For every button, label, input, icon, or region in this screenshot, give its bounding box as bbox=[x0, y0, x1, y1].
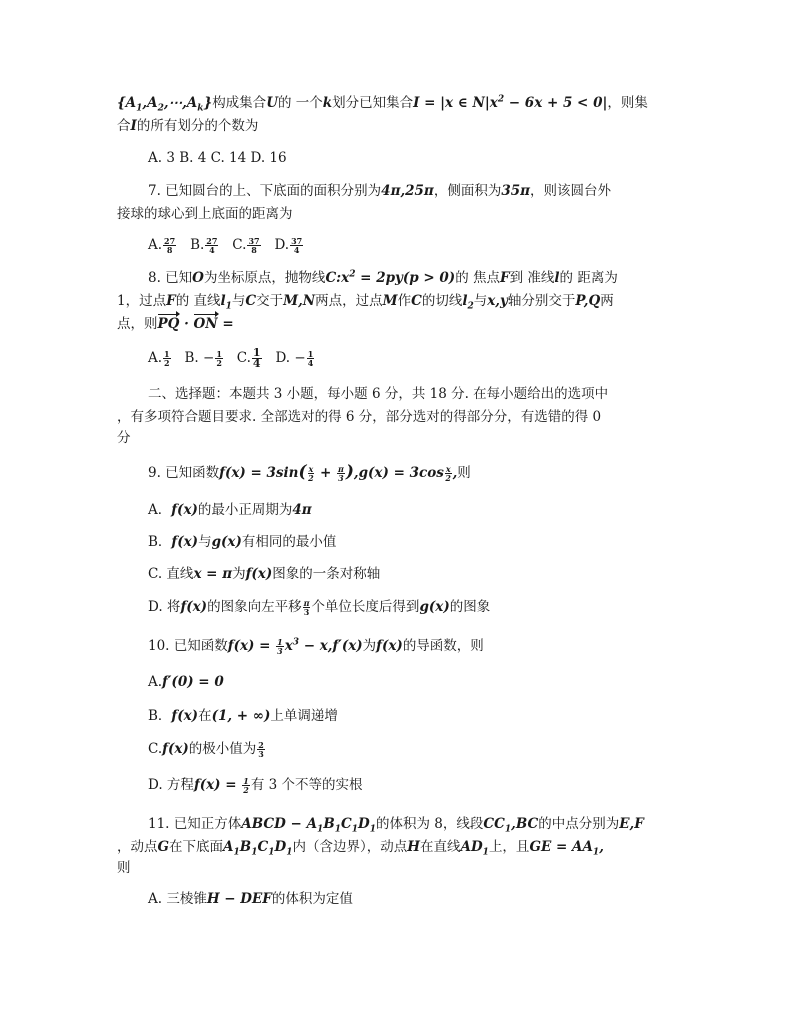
intro-line-1: $\{A_1,A_2,\cdots,A_k\}$构成集合U的 一个k划分已知集合I = |x ∈ $N|x^2 - 6x + 5 < 0|$，则集 bbox=[117, 94, 648, 114]
q7-option-b: B. $\frac{27}{4}$ bbox=[190, 236, 218, 255]
math-partition-set: $\{A_1,A_2,\cdots,A_k\}$ bbox=[117, 95, 213, 114]
q11-option-a: A. 三棱锥H − DEF的体积为定值 bbox=[148, 891, 353, 907]
q9-option-c: C. 直线x = π为f(x)图象的一条对称轴 bbox=[148, 566, 381, 582]
q10-option-d: D. 方程f(x) = $\frac{1}{2}$ 有 3 个不等的实根 bbox=[148, 776, 363, 795]
q7-stem-2: 接球的球心到上底面的距离为 bbox=[117, 206, 293, 222]
q8-options bbox=[148, 348, 315, 369]
section-2-line-1: 二、选择题：本题共 3 小题，每小题 6 分，共 18 分. 在每小题给出的选项中 bbox=[148, 386, 609, 402]
intro-options: A. 3 B. 4 C. 14 D. 16 bbox=[148, 150, 287, 166]
q8-stem-2: 1，过点F的 直线$l_1$与C交于M,N两点，过点M作C的切线$l_2$与x,y轴分别交于P,Q两 bbox=[117, 293, 614, 312]
q8-stem-1: 8. 已知O为坐标原点，抛物线$C:x^2 = 2py(p > 0)$的 焦点F到 准线l的 距离为 bbox=[148, 269, 618, 286]
math-set-I: I = |x ∈ $N|x^2 - 6x + 5 < 0|$ bbox=[413, 94, 608, 111]
q8-stem-3: 点，则PQ · ON = bbox=[117, 316, 234, 332]
q8-option-b: B. − $\frac{1}{2}$ bbox=[184, 349, 222, 368]
q11-stem-2: ，动点G在下底面$A_1B_1C_1D_1$内（含边界），动点H在直线$AD_1$上，且GE = $AA_1$, bbox=[117, 839, 604, 858]
q8-option-d: D. − $\frac{1}{4}$ bbox=[275, 349, 314, 368]
q10-stem: 10. 已知函数f(x) = $\frac{1}{3}$ $x^3 - x,f'(x)$为f(x)的导函数，则 bbox=[148, 637, 484, 656]
q8-option-c: C. $\frac{1}{4}$ bbox=[236, 346, 261, 370]
q10-option-a: A.f′(0) = 0 bbox=[148, 674, 224, 690]
q7-option-c: C. $\frac{37}{8}$ bbox=[232, 236, 260, 255]
q9-stem: 9. 已知函数f(x) = 3sin( $\frac{x}{2}$ + $\frac{\pi}{3}$ ),g(x) = 3cos $\frac{x}{2}$ ,则 bbox=[148, 462, 471, 483]
q10-option-b: B．f(x)在(1, + ∞)上单调递增 bbox=[148, 708, 338, 724]
q7-options bbox=[148, 236, 304, 254]
section-2-line-3: 分 bbox=[117, 430, 131, 446]
q11-stem-3: 则 bbox=[117, 860, 131, 876]
q7-option-a: A. $\frac{27}{8}$ bbox=[148, 236, 176, 255]
q7-stem-1: 7. 已知圆台的上、下底面的面积分别为4π,25π，侧面积为35π，则该圆台外 bbox=[148, 183, 611, 199]
q9-option-d: D. 将f(x)的图象向左平移 $\frac{\pi}{3}$ 个单位长度后得到g(x)的图象 bbox=[148, 598, 491, 617]
q9-option-b: B．f(x)与g(x)有相同的最小值 bbox=[148, 534, 337, 550]
q11-stem-1: 11. 已知正方体ABCD − $A_1B_1C_1D_1$的体积为 8，线段$CC_1,BC$的中点分别为E,F bbox=[148, 816, 644, 835]
q9-option-a: A．f(x)的最小正周期为4π bbox=[148, 502, 312, 518]
q10-option-c: C.f(x)的极小值为 $\frac{2}{3}$ bbox=[148, 740, 264, 759]
section-2-line-2: ，有多项符合题目要求. 全部选对的得 6 分，部分选对的得部分分，有选错的得 0 bbox=[117, 409, 602, 425]
intro-line-2: 合I的所有划分的个数为 bbox=[117, 118, 259, 134]
q8-option-a: A. $\frac{1}{2}$ bbox=[148, 349, 170, 368]
q7-option-d: D. $\frac{37}{4}$ bbox=[274, 236, 303, 255]
